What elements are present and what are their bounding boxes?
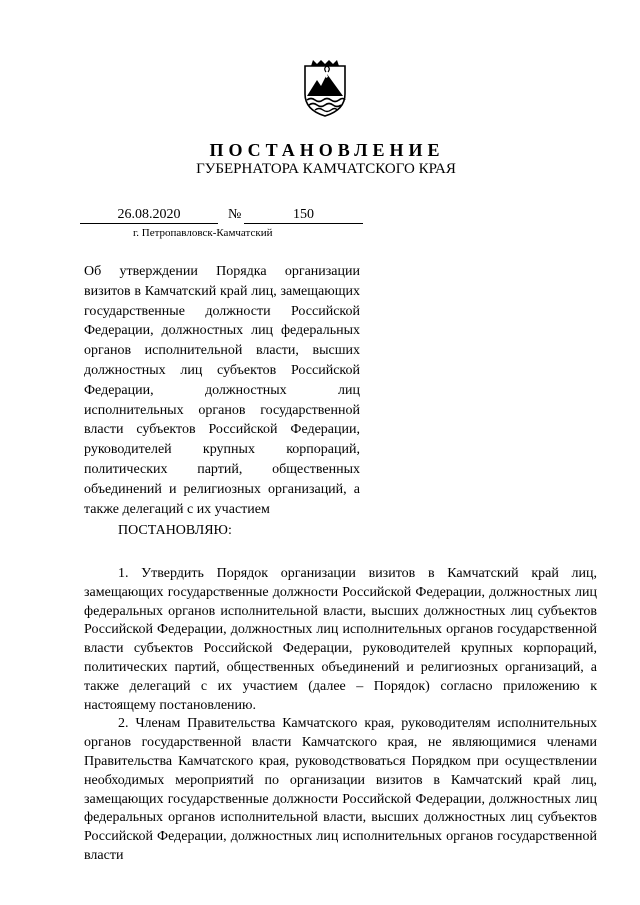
issuer-subtitle: ГУБЕРНАТОРА КАМЧАТСКОГО КРАЯ	[196, 161, 456, 177]
paragraph-2: 2. Членам Правительства Камчатского края, руководителям исполнительных органов государственной власти Камчатского края, не являющимися членами Правительства Камчатского края, руководствоваться Порядком при осуществлении необходимых мероприятий по организации визитов в Камчатский край лиц, замещающих государственные должности Российской Федерации, должностных лиц федеральных органов исполнительной власти, высших должностных лиц субъектов Российской Федерации, должностных лиц исполнительных органов государственной власти	[84, 716, 597, 863]
document-type-title: ПОСТАНОВЛЕНИЕ	[209, 140, 445, 160]
decree-word: ПОСТАНОВЛЯЮ:	[118, 523, 232, 538]
kamchatka-coat-of-arms-icon	[301, 60, 349, 118]
document-body	[84, 565, 597, 866]
document-date: 26.08.2020	[80, 207, 218, 224]
document-number: 150	[244, 207, 363, 224]
number-sign: №	[228, 207, 242, 222]
document-subject: Об утверждении Порядка организации визитов в Камчатский край лиц, замещающих государственные должности Российской Федерации, должностных лиц федеральных органов исполнительной власти, высших должностных лиц субъектов Российской Федерации, должностных лиц исполнительных органов государственной власти субъектов Российской Федерации, руководителей крупных корпораций, политических партий, общественных объединений и религиозных организаций, а также делегаций с их участием	[84, 264, 360, 517]
paragraph-1: 1. Утвердить Порядок организации визитов в Камчатский край лиц, замещающих государственные должности Российской Федерации, должностных лиц федеральных органов исполнительной власти, высших должностных лиц субъектов Российской Федерации, должностных лиц исполнительных органов государственной власти субъектов Российской Федерации, руководителей крупных корпораций, политических партий, общественных объединений и религиозных организаций, а также делегаций с их участием (далее – Порядок) согласно приложению к настоящему постановлению.	[84, 566, 597, 713]
place-of-issue: г. Петропавловск-Камчатский	[133, 227, 273, 239]
